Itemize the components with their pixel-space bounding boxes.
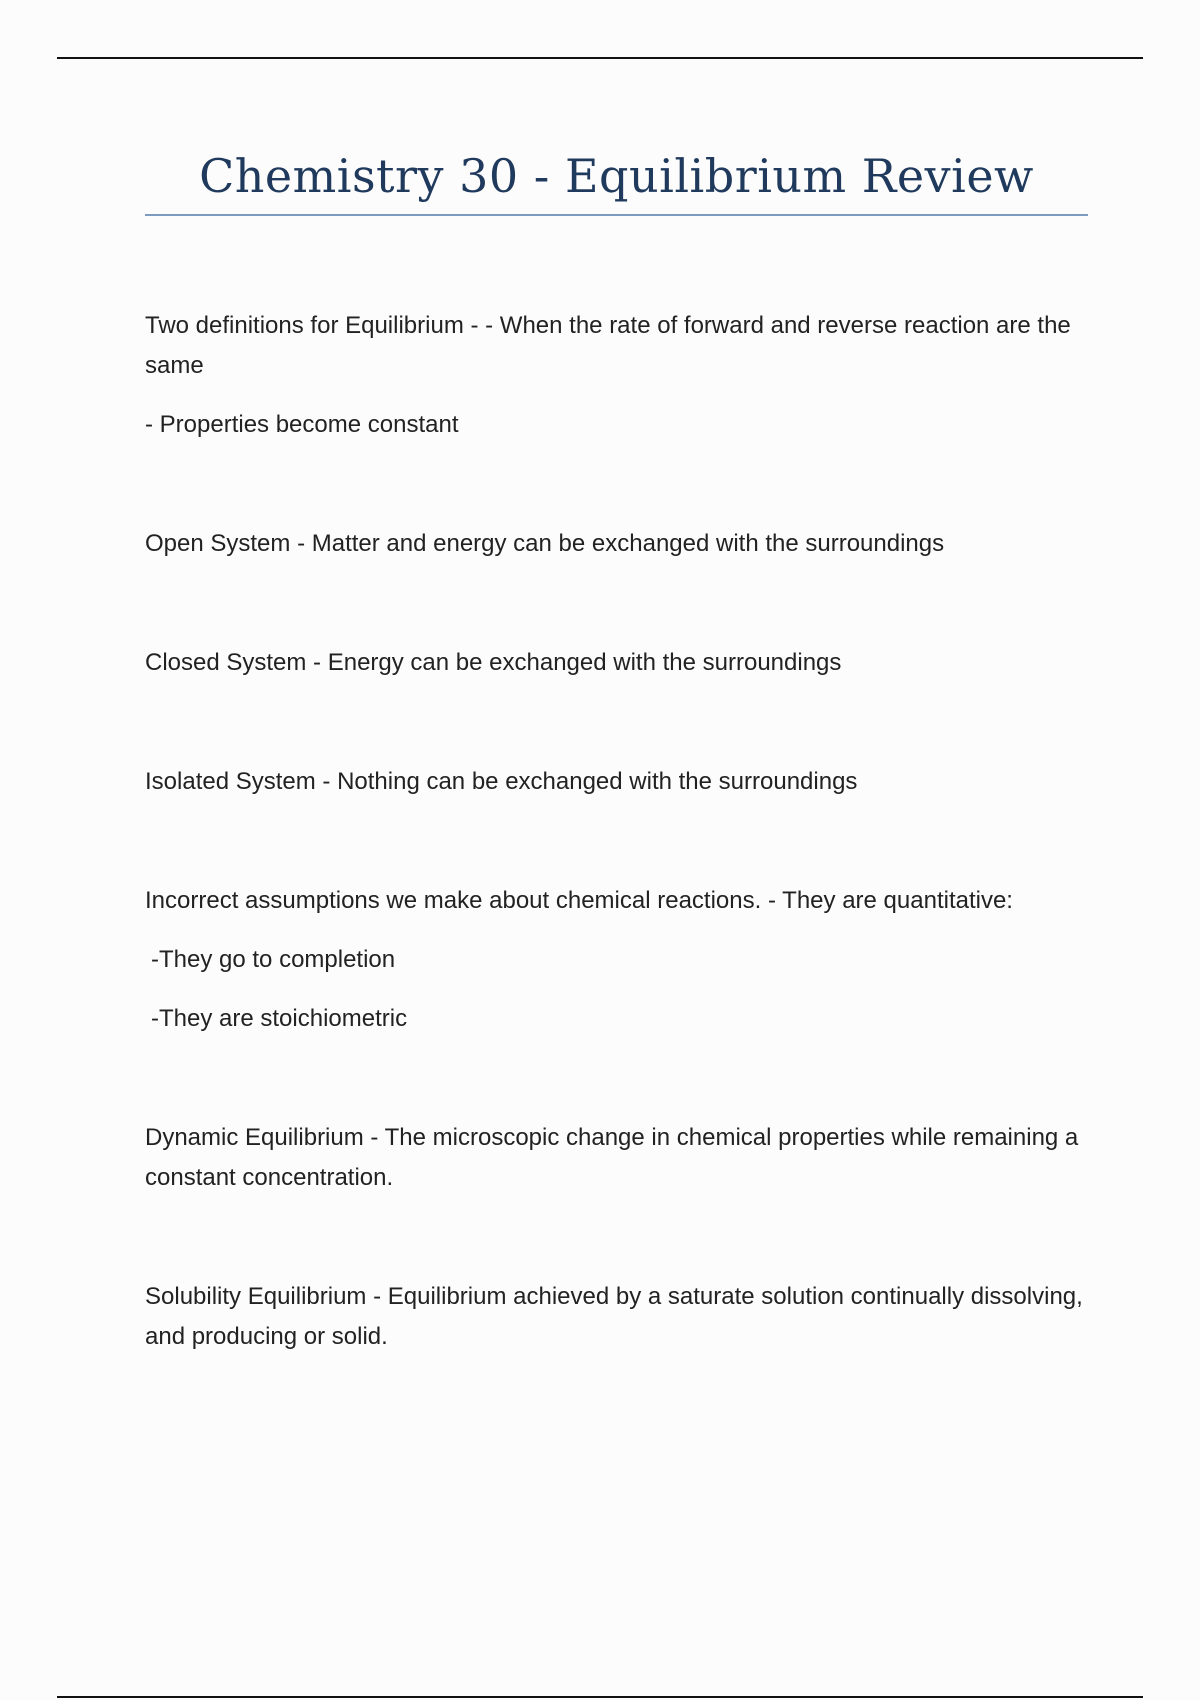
entry-incorrect-assumptions <box>145 881 1095 1039</box>
top-border-rule <box>57 57 1143 59</box>
entry-text: Closed System - Energy can be exchanged with the surroundings <box>145 649 842 676</box>
entry-dynamic-equilibrium <box>145 1118 1095 1198</box>
entry-text: Dynamic Equilibrium - The microscopic change in chemical properties while remaining a constant concentration. <box>145 1124 1079 1191</box>
entry-text: Open System - Matter and energy can be exchanged with the surroundings <box>145 530 945 557</box>
bottom-border-rule <box>57 1696 1143 1698</box>
entry-open-system <box>145 524 1095 564</box>
entry-solubility-equilibrium <box>145 1277 1095 1357</box>
entry-text: Solubility Equilibrium - Equilibrium achieved by a saturate solution continually dissolving, and producing or solid. <box>145 1283 1083 1350</box>
entry-text: -They go to completion <box>151 946 396 973</box>
entry-closed-system <box>145 643 1095 683</box>
entry-text: - Properties become constant <box>145 411 459 438</box>
page-title: Chemistry 30 - Equilibrium Review <box>199 149 1034 203</box>
entry-isolated-system <box>145 762 1095 802</box>
title-underline <box>145 214 1088 216</box>
entry-equilibrium-definitions <box>145 306 1095 445</box>
entry-text: -They are stoichiometric <box>151 1005 408 1032</box>
entry-text: Isolated System - Nothing can be exchanged with the surroundings <box>145 768 858 795</box>
entry-text: Incorrect assumptions we make about chemical reactions. - They are quantitative: <box>145 887 1013 914</box>
entry-text: Two definitions for Equilibrium - - When the rate of forward and reverse reaction are the same <box>145 312 1071 379</box>
review-content <box>145 306 1095 1357</box>
